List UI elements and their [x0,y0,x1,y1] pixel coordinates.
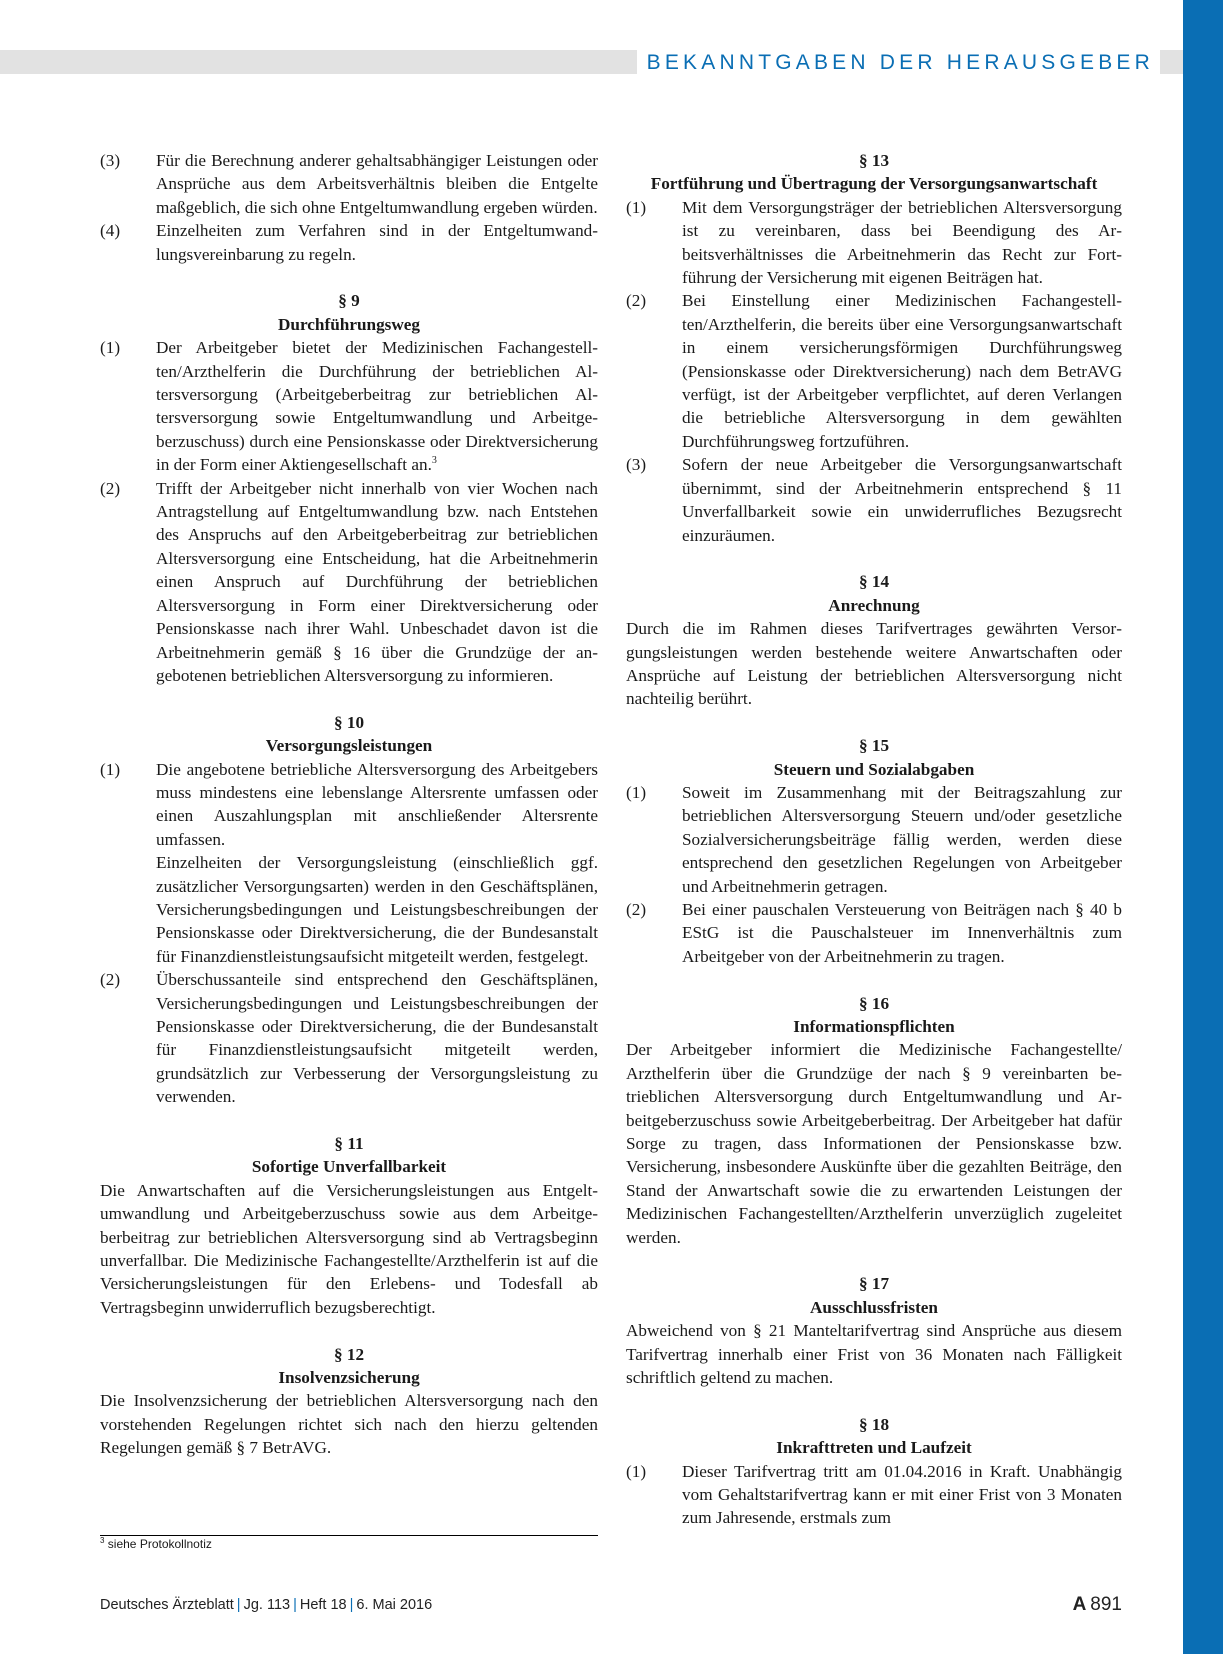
section-11-text: Die Anwartschaften auf die Versicherungsleistungen aus Entgeltumwandlung und Arbeitgeberzuschuss sowie aus dem Arbeitgeberbeitrag zur betrieblichen Altersversorgung sind ab Vertragsbeginn unverfallbar. Die Medizinische Fachangestellte/Arzthelferin ist auf die Versicherungsleistungen für den Erlebens- und Todesfall ab Vertragsbeginn unwiderruflich bezugsberechtigt. [100,1180,598,1317]
section-14-title: Anrechnung [828,595,920,615]
footnote-text: siehe Protokollnotiz [107,1537,212,1551]
paragraph-text: Soweit im Zusammenhang mit der Beitragszahlung zur betrieblichen Altersversorgung Steuern und/oder gesetzliche Sozialversicherungsbeiträge fällig werden, werden diese entsprechend den gesetzlichen Regelungen von Arbeitgeber und Arbeitnehmerin getragen. [682,782,1122,896]
journal-date: 6. Mai 2016 [356,1597,433,1613]
footer-separator: | [349,1597,354,1613]
section-15-title: Steuern und Sozialabgaben [773,759,975,779]
paragraph-9-2 [100,477,598,688]
journal-name: Deutsches Ärzteblatt [100,1597,234,1613]
section-15-number: § 15 [858,736,890,756]
paragraph-number: (3) [100,151,121,170]
footnote [100,1537,212,1551]
section-10-title: Versorgungsleistungen [265,736,433,756]
paragraph-number: (3) [626,455,647,475]
section-18-number: § 18 [858,1414,890,1434]
section-16-title: Informationspflichten [793,1016,955,1036]
section-13-number: § 13 [858,151,890,170]
footnote-number: 3 [100,1536,105,1545]
paragraph-number: (4) [100,221,121,241]
section-10-number: § 10 [333,712,365,732]
paragraph-number: (2) [626,899,647,919]
paragraph-9-1 [100,336,598,476]
section-16-text: Der Arbeitgeber informiert die Medizinische Fachangestellte/ Arzthelferin über die Grundzüge der nach § 9 vereinbarten betrieblichen Altersversorgung durch Entgeltumwandlung und Arbeitgeberzuschuss sowie Arbeitgeberbeitrag. Der Arbeitgeber hat dafür Sorge zu tragen, dass Informationen der Pensionskasse bzw. Versicherung, insbesondere Auskünfte über die gezahlten Beiträge, den Stand der Anwartschaft sowie die zu erwartenden Leistungen der Medizinischen Fachangestellten/Arzthelferin unverzüglich zugeleitet werden. [626,1040,1122,1247]
section-9-title: Durchführungsweg [278,314,420,334]
section-12-title: Insolvenzsicherung [278,1368,420,1388]
paragraph-text: Sofern der neue Arbeitgeber die Versorgungsanwartschaft übernimmt, sind der Arbeitnehmerin entsprechend § 11 Unverfallbarkeit sowie ein unwiderrufliches Bezugsrecht einzuräumen. [682,455,1122,545]
left-column [100,149,598,1460]
paragraph-number: (1) [626,1461,647,1481]
section-17-title: Ausschlussfristen [810,1297,938,1317]
paragraph-number: (2) [626,291,647,311]
section-11-number: § 11 [334,1134,364,1154]
section-16-number: § 16 [858,993,890,1013]
section-14-text: Durch die im Rahmen dieses Tarifvertrages gewährten Versorgungsleistungen werden bestehende weitere Anwartschaften oder Ansprüche auf Leistung der betrieblichen Altersversorgung nicht nachteilig berührt. [626,619,1122,709]
paragraph-10-1 [100,758,598,969]
footnote-divider [100,1535,598,1536]
section-12-text: Die Insolvenzsicherung der betrieblichen Altersversorgung nach den vorstehenden Regelungen richtet sich nach den hierzu geltenden Regelungen gemäß § 7 BetrAVG. [100,1391,598,1458]
paragraph-body: Einzelheiten der Versorgungsleistung (einschließlich ggf. zusätzlicher Versorgungsarten) werden in den Geschäftsplänen, Versicherungsbedingungen und Leistungsbeschreibungen der Pensionskasse oder Direktversicherung, die der Bundesanstalt für Finanzdienstleistungsaufsicht mitgeteilt werden, festgelegt. [156,853,598,966]
paragraph-8-4 [100,219,598,266]
section-9-number: § 9 [338,291,360,311]
paragraph-15-1 [626,781,1122,898]
paragraph-number: (1) [100,338,121,358]
paragraph-body: Der Arbeitgeber bietet der Medizinischen Fachangestellten/Arzthelferin die Durchführung der betrieblichen Altersversorgung (Arbeitgeberbeitrag zur betrieblichen Altersversorgung sowie Entgeltumwandlung und Arbeitgeberzuschuss) durch eine Pensionskasse oder Direktversicherung in der Form einer Aktiengesellschaft an. [156,338,598,475]
paragraph-13-3 [626,453,1122,547]
page-prefix: A [1072,1594,1087,1615]
footer-separator: | [236,1597,241,1613]
paragraph-text: Bei einer pauschalen Versteuerung von Beiträgen nach § 40 b EStG ist die Pauschalsteuer im Innenverhältnis zum Arbeitgeber von der Arbeitnehmerin zu tragen. [682,899,1122,966]
paragraph-8-3 [100,149,598,219]
paragraph-text: Mit dem Versorgungsträger der betrieblichen Altersversorgung ist zu vereinbaren, dass bei Beendigung des Arbeitsverhältnisses die Arbeitnehmerin das Recht zur Fortführung der Versicherung mit eigenen Beiträgen hat. [682,197,1122,288]
section-18-title: Inkrafttreten und Laufzeit [776,1438,972,1458]
paragraph-15-2 [626,898,1122,968]
paragraph-text [156,336,598,476]
blue-sidebar-bar [1183,0,1223,1654]
section-14-number: § 14 [858,572,890,592]
journal-issue: Heft 18 [299,1597,347,1613]
journal-volume: Jg. 113 [243,1597,291,1613]
paragraph-text: Dieser Tarifvertrag tritt am 01.04.2016 in Kraft. Unabhängig vom Gehaltstarifvertrag kann er mit einer Frist von 3 Monaten zum Jahresende, erstmals zum [682,1461,1122,1528]
paragraph-text: Überschussanteile sind entsprechend den Geschäftsplänen, Versicherungsbedingungen und Leistungsbeschreibungen der Pensionskasse oder Direktversicherung, die der Bundesanstalt für Finanzdienstleistungsaufsicht mitgeteilt werden, grundsätzlich zur Verbesserung der Versorgungsleistung zu verwenden. [156,970,598,1107]
paragraph-number: (2) [100,970,121,990]
paragraph-text: Trifft der Arbeitgeber nicht innerhalb von vier Wochen nach Antragstellung auf Entgeltumwandlung bzw. nach Entstehen des Anspruchs auf den Arbeitgeberbeitrag zur betrieblichen Altersversorgung eine Entscheidung, hat die Arbeitnehmerin einen Anspruch auf Durchführung der betrieblichen Altersversorgung in Form einer Direktversicherung oder Pensionskasse nach ihrer Wahl. Unbeschadet davon ist die Arbeitnehmerin gemäß § 16 über die Grundzüge der angebotenen betrieblichen Altersversorgung zu informieren. [156,478,598,685]
paragraph-18-1 [626,1460,1122,1530]
section-17-text: Abweichend von § 21 Manteltarifvertrag sind Ansprüche aus diesem Tarifvertrag innerhalb einer Frist von 36 Monaten nach Fälligkeit schriftlich geltend zu machen. [626,1321,1122,1388]
paragraph-13-1 [626,196,1122,290]
page-number [1073,1594,1122,1616]
right-column [626,149,1122,1530]
paragraph-number: (1) [626,782,647,802]
section-17-number: § 17 [858,1274,890,1294]
section-header: BEKANNTGABEN DER HERAUSGEBER [637,48,1160,78]
footer-separator: | [293,1597,297,1613]
paragraph-body: Die angebotene betriebliche Altersversorgung des Arbeitgebers muss mindestens eine lebenslange Altersrente umfassen oder einen Auszahlungsplan mit anschließender Altersrente umfassen. [156,759,598,849]
paragraph-number: (1) [100,759,121,779]
paragraph-text: Für die Berechnung anderer gehaltsabhängiger Leistungen oder Ansprüche aus dem Arbeitsverhältnis bleiben die Entgelte maßgeblich, die sich ohne Entgeltumwandlung ergeben würden. [156,151,598,217]
paragraph-text: Einzelheiten zum Verfahren sind in der Entgeltumwandlungsvereinbarung zu regeln. [156,221,598,264]
paragraph-10-2 [100,968,598,1108]
paragraph-text [156,758,598,969]
page-footer [100,1597,432,1613]
section-11-title: Sofortige Unverfallbarkeit [251,1157,447,1177]
paragraph-text: Bei Einstellung einer Medizinischen Fachangestellten/Arzthelferin, die bereits über eine Versorgungsanwartschaft in einem versicherungsförmigen Durchführungsweg (Pensionskasse oder Direktversicherung) nach dem BetrAVG verfügt, ist der Arbeitgeber verpflichtet, auf deren Verlangen die betriebliche Altersversorgung in dem gewählten Durchführungsweg fortzuführen. [682,291,1122,451]
section-13-title: Fortführung und Übertragung der Versorgungsanwartschaft [650,174,1098,194]
paragraph-13-2 [626,289,1122,453]
section-12-number: § 12 [333,1344,365,1364]
paragraph-number: (1) [626,197,647,217]
footnote-marker: 3 [431,455,437,467]
paragraph-number: (2) [100,478,121,498]
page-number-value: 891 [1090,1594,1122,1615]
